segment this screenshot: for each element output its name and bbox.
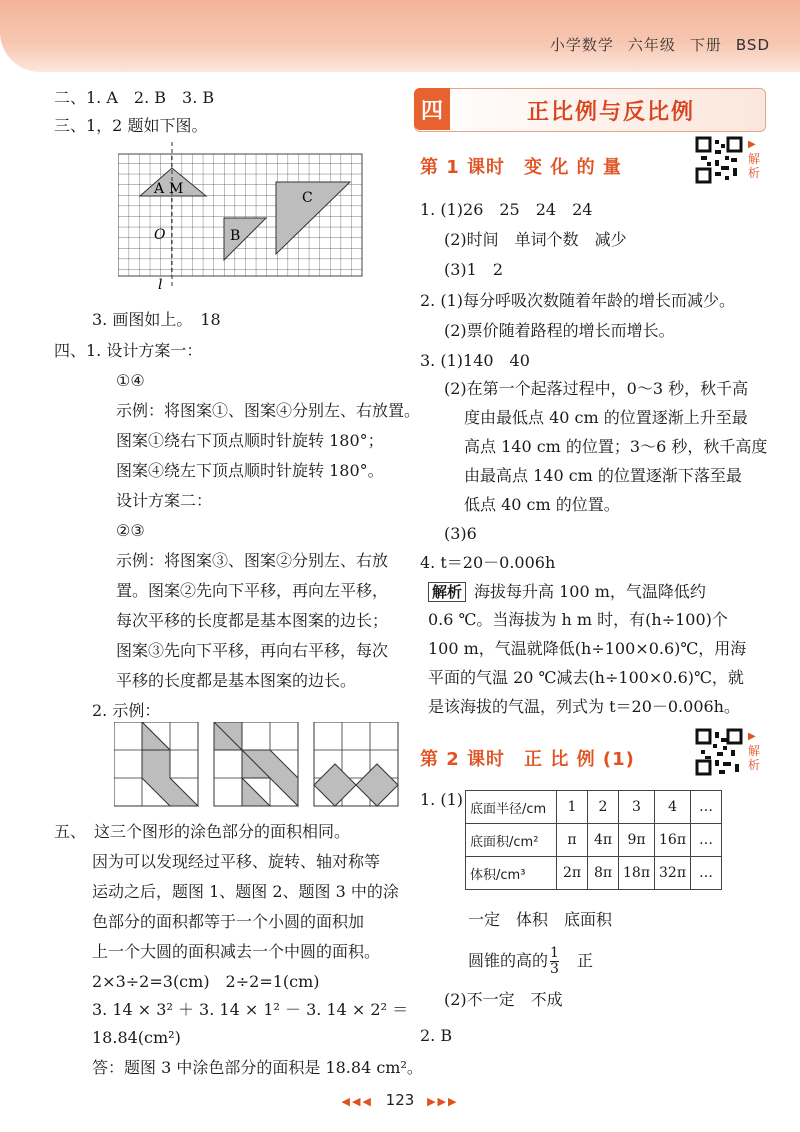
r-line-11: 低点 40 cm 的位置。 <box>464 495 620 514</box>
s5-line-2: 因为可以发现经过平移、旋转、轴对称等 <box>92 852 381 871</box>
r-line-10: 由最高点 140 cm 的位置逐渐下落至最 <box>464 466 742 485</box>
table-cell: π <box>557 824 588 857</box>
table-cell: 8π <box>588 857 619 890</box>
s5-line-5: 上一个大圆的面积减去一个中圆的面积。 <box>92 942 381 961</box>
analysis-line-2: 0.6 ℃。当海拔为 h m 时，有(h÷100)个 <box>428 610 728 629</box>
fraction-one-third: $\frac{1}{3}$ <box>550 945 559 977</box>
page-header <box>0 0 800 72</box>
pattern-1 <box>114 722 198 806</box>
play-icon: ▶ <box>748 731 756 742</box>
header-volume: 下册 <box>689 36 722 54</box>
qr-label-2[interactable]: ▶ 解析 <box>748 731 761 772</box>
r-line-4: 2. (1)每分呼吸次数随着年龄的增长而减少。 <box>420 291 736 310</box>
label-c: C <box>302 190 313 206</box>
answer-section-4: 四、1. 设计方案一： <box>54 341 203 360</box>
r-line-21: (2)不一定 不成 <box>444 990 563 1009</box>
header-edition: BSD <box>735 36 770 54</box>
unit-banner <box>414 88 766 132</box>
table-cell: 2π <box>557 857 588 890</box>
answer-3-3: 3. 画图如上。 18 <box>92 310 221 329</box>
unit-number: 四 <box>414 88 450 130</box>
lesson-1-title: 第 1 课时 变 化 的 量 <box>420 157 622 178</box>
pattern-2 <box>214 722 298 806</box>
s5-line-3: 运动之后，题图 1、题图 2、题图 3 中的涂 <box>92 882 399 901</box>
s5-line-8: 18.84(cm²) <box>92 1028 181 1047</box>
s4-line-3: 图案①绕右下顶点顺时针旋转 180°； <box>116 431 384 450</box>
table-question-label: 1. (1) <box>420 790 464 809</box>
answer-section-5: 五、 这三个图形的涂色部分的面积相同。 <box>54 822 351 841</box>
analysis-line-3: 100 m，气温就降低(h÷100×0.6)℃，用海 <box>428 639 747 658</box>
table-cell: 18π <box>619 857 655 890</box>
table-row <box>466 857 722 890</box>
analysis-line-1: 解析 海拔每升高 100 m，气温降低约 <box>428 582 706 602</box>
s5-line-9: 答：题图 3 中涂色部分的面积是 18.84 cm²。 <box>92 1058 423 1077</box>
r-line-7: (2)在第一个起落过程中，0～3 秒，秋千高 <box>444 379 749 398</box>
table-cell: 3 <box>619 791 655 824</box>
qr-code-2[interactable] <box>695 728 743 776</box>
grid-figure <box>118 142 368 292</box>
r-line-13: 4. t＝20－0.006h <box>420 553 556 572</box>
table-cell: 16π <box>655 824 691 857</box>
s5-line-6: 2×3÷2=3(cm) 2÷2=1(cm) <box>92 972 320 991</box>
pattern-figures <box>114 722 414 808</box>
analysis-line-4: 平面的气温 20 ℃减去(h÷100×0.6)℃，就 <box>428 668 744 687</box>
s4-line-1: ①④ <box>116 371 145 390</box>
s4-line-9: 每次平移的长度都是基本图案的边长； <box>116 611 389 630</box>
table-cell: 2 <box>588 791 619 824</box>
table-row <box>466 791 722 824</box>
r-line-2: (2)时间 单词个数 减少 <box>444 230 627 249</box>
lesson-2-title: 第 2 课时 正 比 例 (1) <box>420 749 635 770</box>
header-text <box>536 34 770 55</box>
s4-line-2: 示例：将图案①、图案④分别左、右放置。 <box>116 401 421 420</box>
table-cell: 32π <box>655 857 691 890</box>
s4-line-4: 图案④绕左下顶点顺时针旋转 180°。 <box>116 461 384 480</box>
table-cell: 4 <box>655 791 691 824</box>
r-line-19: 一定 体积 底面积 <box>468 910 613 929</box>
table-row-head: 体积/cm³ <box>466 857 557 890</box>
table-cell: … <box>691 791 722 824</box>
r-line-3: (3)1 2 <box>444 260 504 279</box>
answer-section-3: 三、1，2 题如下图。 <box>54 116 208 135</box>
r-line-5: (2)票价随着路程的增长而增长。 <box>444 321 675 340</box>
s4-line-11: 平移的长度都是基本图案的边长。 <box>116 671 357 690</box>
r-line-22: 2. B <box>420 1026 453 1045</box>
r-line-1: 1. (1)26 25 24 24 <box>420 200 593 219</box>
s5-line-7: 3. 14 × 3² ＋ 3. 14 × 1² － 3. 14 × 2² ＝ <box>92 1000 409 1019</box>
pattern-3 <box>314 722 398 806</box>
table-row-head: 底面半径/cm <box>466 791 557 824</box>
r-line-20: 圆锥的高的 $\frac{1}{3}$ 正 <box>468 945 593 977</box>
analysis-line-5: 是该海拔的气温，列式为 t＝20－0.006h。 <box>428 697 740 716</box>
r-line-12: (3)6 <box>444 524 477 543</box>
label-m: M <box>169 181 184 197</box>
table-row <box>466 824 722 857</box>
s4-line-8: 置。图案②先向下平移，再向左平移， <box>116 581 389 600</box>
s4-line-5: 设计方案二： <box>116 491 213 510</box>
header-subject: 小学数学 <box>549 36 614 54</box>
s4-line-6: ②③ <box>116 521 145 540</box>
play-icon: ▶ <box>748 139 756 150</box>
r-line-6: 3. (1)140 40 <box>420 351 530 370</box>
page-number: 123 <box>385 1091 415 1109</box>
label-l: l <box>158 277 163 292</box>
table-cell: … <box>691 857 722 890</box>
answer-section-2: 二、1. A 2. B 3. B <box>54 88 215 107</box>
header-grade: 六年级 <box>627 36 676 54</box>
data-table <box>465 790 722 890</box>
unit-title: 正比例与反比例 <box>527 100 696 125</box>
r-line-8: 度由最低点 40 cm 的位置逐渐上升至最 <box>464 408 748 427</box>
table-cell: … <box>691 824 722 857</box>
qr-code-1[interactable] <box>695 136 743 184</box>
label-o: O <box>154 227 166 243</box>
s5-line-4: 色部分的面积都等于一个小圆的面积加 <box>92 912 365 931</box>
table-cell: 4π <box>588 824 619 857</box>
label-a: A <box>154 181 165 197</box>
table-cell: 9π <box>619 824 655 857</box>
table-row-head: 底面积/cm² <box>466 824 557 857</box>
analysis-badge: 解析 <box>428 582 466 602</box>
label-b: B <box>230 228 241 244</box>
table-cell: 1 <box>557 791 588 824</box>
next-arrows-icon: ▶▶▶ <box>427 1095 459 1108</box>
r-line-9: 高点 140 cm 的位置；3～6 秒，秋千高度 <box>464 437 768 456</box>
s4-line-7: 示例：将图案③、图案②分别左、右放 <box>116 551 389 570</box>
s4-line-10: 图案③先向下平移，再向右平移，每次 <box>116 641 389 660</box>
prev-arrows-icon: ◀◀◀ <box>341 1095 373 1108</box>
qr-label-1[interactable]: ▶ 解析 <box>748 139 761 180</box>
s4-q2: 2. 示例： <box>92 701 161 720</box>
page-footer <box>0 1091 800 1109</box>
